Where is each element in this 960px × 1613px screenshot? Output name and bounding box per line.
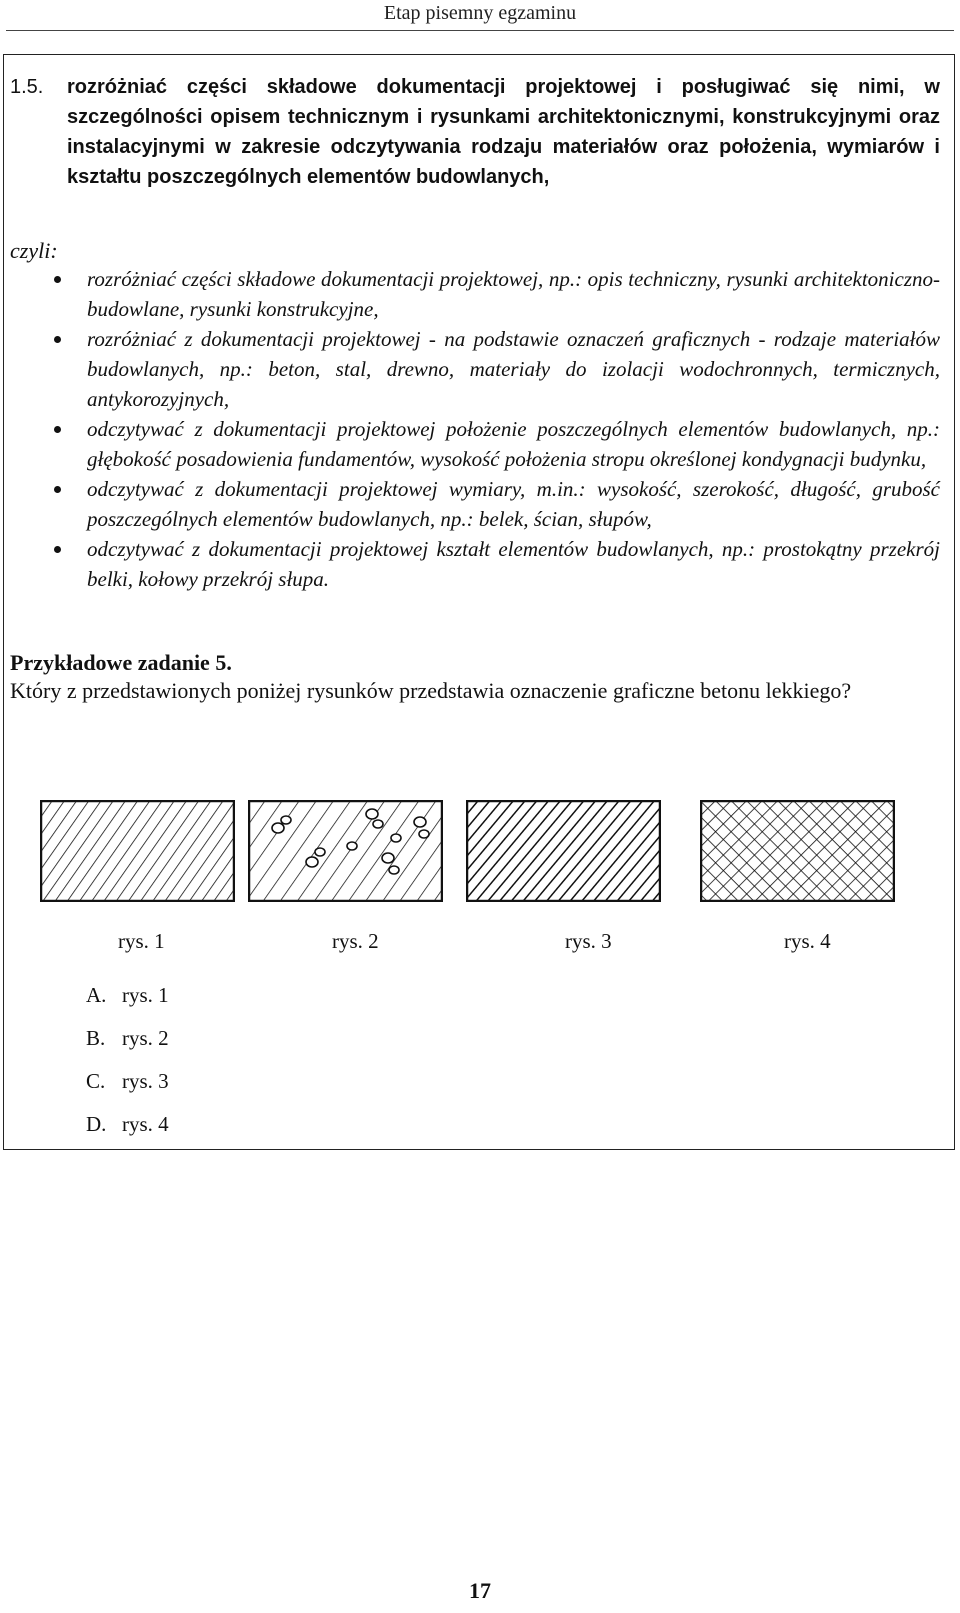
skills-list (0, 264, 940, 594)
answer-options (86, 980, 169, 1152)
answer-letter: B. (86, 1026, 106, 1050)
bullet-icon (54, 546, 61, 553)
list-item-text: rozróżniać z dokumentacji projektowej - na podstawie oznaczeń graficznych - rodzaje materiałów budowlanych, np.: beton, stal, drewno, materiały do izolacji wodochronnych, termicznych, antykorozyjnych, (87, 327, 940, 411)
list-item (87, 474, 940, 534)
answer-option-d[interactable] (86, 1109, 169, 1139)
header-rule (6, 30, 954, 31)
list-item (87, 414, 940, 474)
figure-caption-2: rys. 2 (332, 929, 379, 953)
standard-text: rozróżniać części składowe dokumentacji projektowej i posługiwać się nimi, w szczególności opisem technicznym i rysunkami architektonicznymi, konstrukcyjnymi oraz instalacyjnymi w zakresie odczytywania rodzaju materiałów oraz położenia, wymiarów i kształtu poszczególnych elementów budowlanych, (67, 76, 940, 188)
figure-caption-4: rys. 4 (784, 929, 831, 953)
answer-option-c[interactable] (86, 1066, 169, 1096)
list-item (87, 534, 940, 594)
page-number: 17 (469, 1578, 491, 1603)
list-item-text: odczytywać z dokumentacji projektowej kształt elementów budowlanych, np.: prostokątny przekrój belki, kołowy przekrój słupa. (87, 537, 940, 591)
page-header: Etap pisemny egzaminu (383, 2, 577, 24)
figure-rys-3 (466, 800, 661, 902)
standard-item (10, 72, 940, 192)
list-item (87, 264, 940, 324)
answer-letter: D. (86, 1112, 107, 1136)
list-item-text: rozróżniać części składowe dokumentacji projektowej, np.: opis techniczny, rysunki architektoniczno-budowlane, rysunki konstrukcyjne, (87, 267, 940, 321)
bullet-icon (54, 426, 61, 433)
list-item-text: odczytywać z dokumentacji projektowej wymiary, m.in.: wysokość, szerokość, długość, grubość poszczególnych elementów budowlanych, np.: belek, ścian, słupów, (87, 477, 940, 531)
list-item (87, 324, 940, 414)
answer-option-b[interactable] (86, 1023, 169, 1053)
figure-rys-2 (248, 800, 443, 902)
answer-text: rys. 1 (122, 983, 169, 1007)
answer-text: rys. 3 (122, 1069, 169, 1093)
answer-option-a[interactable] (86, 980, 169, 1010)
answer-text: rys. 2 (122, 1026, 169, 1050)
figure-caption-1: rys. 1 (118, 929, 165, 953)
task-question: Który z przedstawionych poniżej rysunków przedstawia oznaczenie graficzne betonu lekkiego? (10, 678, 852, 703)
bullet-icon (54, 336, 61, 343)
answer-letter: A. (86, 983, 107, 1007)
bullet-icon (54, 276, 61, 283)
list-item-text: odczytywać z dokumentacji projektowej położenie poszczególnych elementów budowlanych, np.: głębokość posadowienia fundamentów, wysokość położenia stropu określonej kondygnacji budynku, (87, 417, 940, 471)
answer-text: rys. 4 (122, 1112, 169, 1136)
figure-rys-1 (40, 800, 235, 902)
czyli-label: czyli: (10, 238, 58, 263)
bullet-icon (54, 486, 61, 493)
task-title: Przykładowe zadanie 5. (10, 650, 232, 675)
standard-number: 1.5. (10, 76, 44, 98)
answer-letter: C. (86, 1069, 106, 1093)
figure-caption-3: rys. 3 (565, 929, 612, 953)
figure-rys-4 (700, 800, 895, 902)
